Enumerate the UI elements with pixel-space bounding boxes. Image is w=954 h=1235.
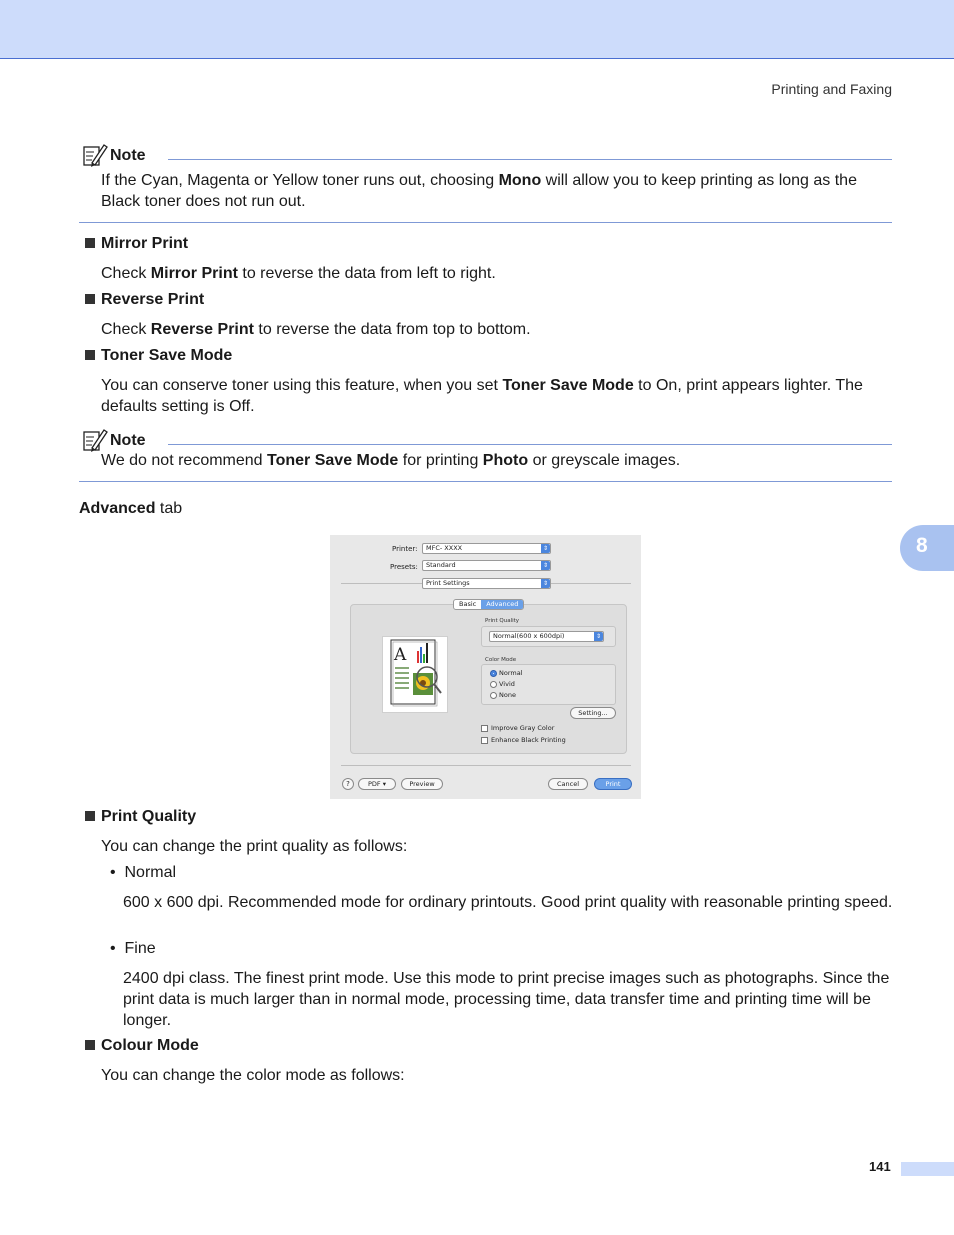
popup-arrow-icon: ⇕ (542, 545, 549, 552)
text-run: for printing (398, 452, 483, 469)
document-preview-icon (383, 637, 447, 712)
page-number-bar (901, 1162, 954, 1176)
text-run: or greyscale images. (528, 452, 681, 469)
improve-gray-checkbox[interactable] (481, 724, 554, 732)
setting-button[interactable]: Setting... (570, 707, 616, 719)
presets-value: Standard (426, 561, 456, 569)
reverse-print-text (101, 319, 893, 340)
note-pencil-icon (82, 142, 108, 168)
checkbox-label: Improve Gray Color (491, 724, 555, 732)
bold-term: Mono (498, 172, 542, 189)
radio-icon (490, 681, 497, 688)
panel-value: Print Settings (426, 579, 470, 587)
reverse-print-heading (85, 291, 204, 309)
checkbox-icon (481, 737, 488, 744)
checkbox-icon (481, 725, 488, 732)
text-run: tab (155, 500, 183, 517)
text-run: You can change the print quality as follows: (101, 838, 408, 855)
chapter-number: 8 (916, 534, 928, 557)
text-run: You can change the color mode as follows: (101, 1067, 405, 1084)
note-body (101, 450, 892, 471)
printer-label: Printer: (392, 545, 418, 553)
text-run: to reverse the data from left to right. (237, 265, 496, 282)
toner-save-text (101, 375, 893, 417)
radio-selected-icon (490, 670, 497, 677)
tab-advanced[interactable]: Advanced (481, 600, 523, 609)
print-quality-text (101, 836, 893, 857)
color-mode-none-radio[interactable] (490, 691, 516, 699)
heading-text: Reverse Print (101, 291, 205, 308)
quality-option-fine-desc: 2400 dpi class. The finest print mode. Use this mode to print precise images such as photographs. Since the print data is much larger than in normal mode, processing time, data transfer time and printing time will be longer. (123, 970, 890, 1029)
tab-basic[interactable]: Basic (459, 600, 477, 608)
colour-mode-text (101, 1065, 893, 1086)
text-run: You can conserve toner using this feature, when you set (101, 377, 503, 394)
note-rule (168, 444, 892, 445)
top-band (0, 0, 954, 59)
note-title: Note (110, 147, 146, 164)
text-run: Check (101, 265, 151, 282)
bold-term: Photo (482, 452, 529, 469)
print-dialog-screenshot (330, 535, 641, 799)
print-quality-label: Print Quality (485, 618, 520, 624)
note-bottom-rule (79, 222, 892, 223)
colour-mode-heading (85, 1037, 199, 1055)
tab-bar (453, 599, 524, 610)
help-icon[interactable]: ? (342, 778, 354, 790)
checkbox-label: Enhance Black Printing (491, 736, 566, 744)
text-run: to reverse the data from top to bottom. (253, 321, 531, 338)
option-name: Normal (124, 864, 177, 881)
note-box (79, 427, 892, 482)
radio-label: None (499, 691, 516, 699)
page-number: 141 (869, 1159, 891, 1174)
bold-term: Reverse Print (150, 321, 254, 338)
quality-option-fine: • Fine (110, 940, 156, 957)
panel-popup[interactable] (422, 578, 551, 589)
note-body (101, 170, 892, 212)
figure-caption (79, 500, 182, 518)
color-mode-label: Color Mode (485, 657, 517, 663)
page-preview-image (382, 636, 448, 713)
text-run: Check (101, 321, 151, 338)
quality-option-normal: • Normal (110, 864, 177, 881)
presets-label: Presets: (390, 563, 418, 571)
printer-popup[interactable] (422, 543, 551, 554)
note-title: Note (110, 432, 146, 449)
color-mode-vivid-radio[interactable] (490, 680, 515, 688)
presets-popup[interactable] (422, 560, 551, 571)
bold-term: Advanced (79, 500, 156, 517)
text-run: to On, print appears lighter. The defaults setting is Off. (101, 377, 863, 415)
text-run: We do not recommend (101, 452, 268, 469)
mirror-print-text (101, 263, 893, 284)
svg-text:A: A (394, 645, 407, 665)
radio-icon (490, 692, 497, 699)
toner-save-heading (85, 347, 232, 365)
color-mode-normal-radio[interactable] (490, 669, 523, 677)
preview-button[interactable]: Preview (401, 778, 443, 790)
option-name: Fine (124, 940, 156, 957)
printer-value: MFC- XXXX (426, 544, 463, 552)
heading-text: Toner Save Mode (101, 347, 233, 364)
note-rule (168, 159, 892, 160)
text-run: will allow you to keep printing as long as the Black toner does not run out. (101, 172, 857, 210)
running-header: Printing and Faxing (771, 81, 892, 97)
enhance-black-checkbox[interactable] (481, 736, 566, 744)
mirror-print-heading (85, 235, 188, 253)
bold-term: Toner Save Mode (502, 377, 634, 394)
pdf-button[interactable]: PDF ▾ (358, 778, 396, 790)
cancel-button[interactable]: Cancel (548, 778, 588, 790)
radio-label: Vivid (499, 680, 515, 688)
print-quality-popup[interactable] (489, 631, 604, 642)
heading-text: Mirror Print (101, 235, 189, 252)
print-quality-value: Normal(600 x 600dpi) (493, 632, 565, 640)
print-quality-heading (85, 808, 196, 826)
text-run: If the Cyan, Magenta or Yellow toner runs out, choosing (101, 172, 499, 189)
popup-arrow-icon: ⇕ (595, 633, 602, 640)
popup-arrow-icon: ⇕ (542, 580, 549, 587)
note-bottom-rule (79, 481, 892, 482)
popup-arrow-icon: ⇕ (542, 562, 549, 569)
bold-term: Mirror Print (150, 265, 238, 282)
heading-text: Colour Mode (101, 1037, 199, 1054)
bold-term: Toner Save Mode (267, 452, 399, 469)
print-button[interactable]: Print (594, 778, 632, 790)
quality-option-normal-desc: 600 x 600 dpi. Recommended mode for ordinary printouts. Good print quality with reasonable printing speed. (123, 894, 893, 911)
chapter-tab (900, 525, 954, 571)
heading-text: Print Quality (101, 808, 197, 825)
radio-label: Normal (499, 669, 523, 677)
note-box (79, 142, 892, 223)
note-pencil-icon (82, 427, 108, 453)
separator (341, 765, 631, 766)
